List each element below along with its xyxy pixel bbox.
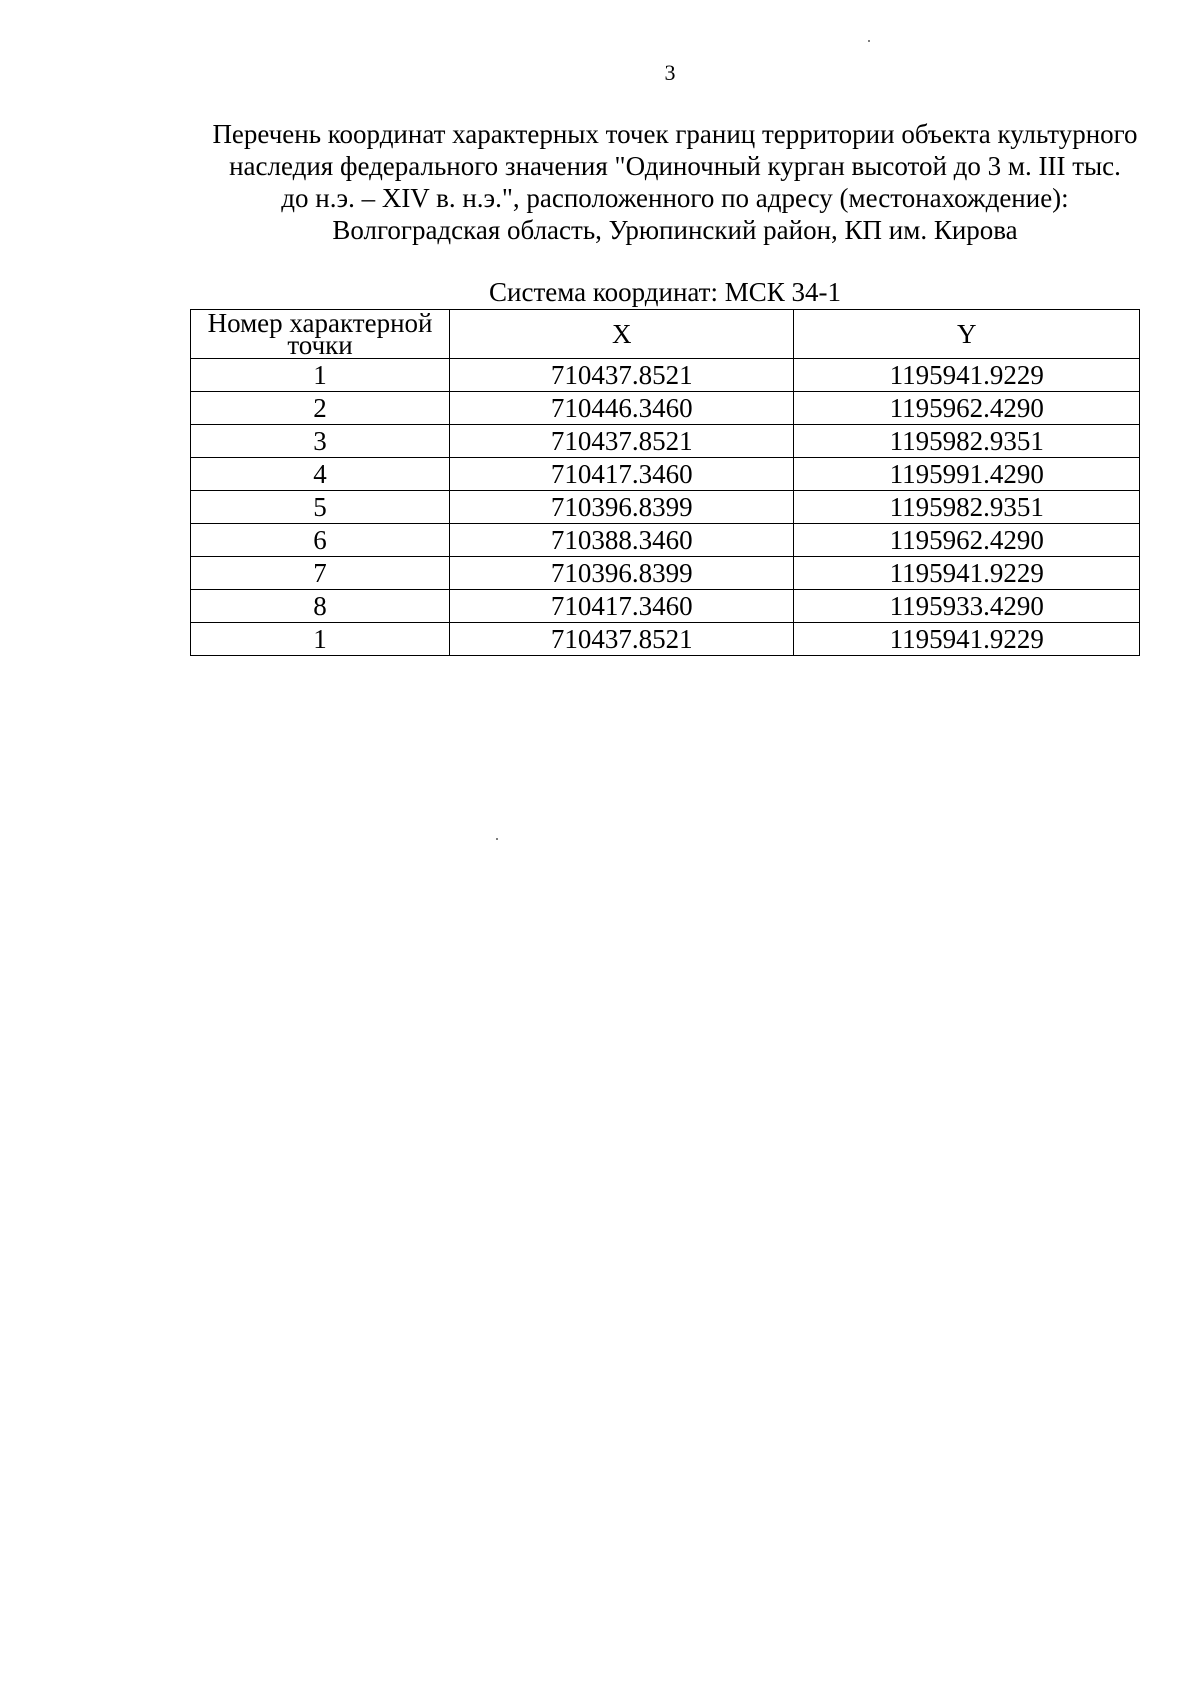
cell-x: 710417.3460 (450, 590, 794, 623)
cell-x: 710396.8399 (450, 557, 794, 590)
header-x: X (450, 310, 794, 359)
cell-point-number: 5 (191, 491, 450, 524)
cell-point-number: 3 (191, 425, 450, 458)
cell-point-number: 8 (191, 590, 450, 623)
scan-speck (496, 838, 498, 840)
header-point-number: Номер характерной точки (191, 310, 450, 359)
scan-speck (868, 40, 870, 42)
cell-y: 1195941.9229 (794, 623, 1140, 656)
cell-point-number: 1 (191, 359, 450, 392)
table-row (191, 524, 1140, 557)
cell-x: 710417.3460 (450, 458, 794, 491)
cell-point-number: 4 (191, 458, 450, 491)
cell-x: 710446.3460 (450, 392, 794, 425)
coordinates-table (190, 309, 1140, 656)
cell-point-number: 6 (191, 524, 450, 557)
table-row (191, 590, 1140, 623)
header-y: Y (794, 310, 1140, 359)
cell-x: 710396.8399 (450, 491, 794, 524)
document-title (150, 118, 1200, 246)
cell-point-number: 1 (191, 623, 450, 656)
cell-point-number: 2 (191, 392, 450, 425)
table-row (191, 458, 1140, 491)
cell-y: 1195991.4290 (794, 458, 1140, 491)
cell-y: 1195962.4290 (794, 392, 1140, 425)
table-row (191, 491, 1140, 524)
cell-x: 710437.8521 (450, 359, 794, 392)
title-line: Волгоградская область, Урюпинский район, КП им. Кирова (332, 215, 1018, 245)
table-header-row (191, 310, 1140, 359)
cell-y: 1195982.9351 (794, 425, 1140, 458)
cell-y: 1195962.4290 (794, 524, 1140, 557)
title-line: до н.э. – XIV в. н.э.", расположенного по адресу (местонахождение): (281, 183, 1069, 213)
title-line: Перечень координат характерных точек границ территории объекта культурного (212, 119, 1138, 149)
cell-y: 1195941.9229 (794, 557, 1140, 590)
cell-point-number: 7 (191, 557, 450, 590)
cell-x: 710437.8521 (450, 623, 794, 656)
table-row (191, 557, 1140, 590)
table-row (191, 392, 1140, 425)
title-line: наследия федерального значения "Одиночный курган высотой до 3 м. III тыс. (229, 151, 1121, 181)
cell-y: 1195982.9351 (794, 491, 1140, 524)
cell-x: 710437.8521 (450, 425, 794, 458)
table-row (191, 425, 1140, 458)
cell-x: 710388.3460 (450, 524, 794, 557)
table-row (191, 359, 1140, 392)
cell-y: 1195941.9229 (794, 359, 1140, 392)
page-number: 3 (664, 60, 676, 85)
table-body (191, 359, 1140, 656)
cell-y: 1195933.4290 (794, 590, 1140, 623)
coordinate-system-caption: Система координат: МСК 34-1 (489, 277, 841, 307)
table-row (191, 623, 1140, 656)
